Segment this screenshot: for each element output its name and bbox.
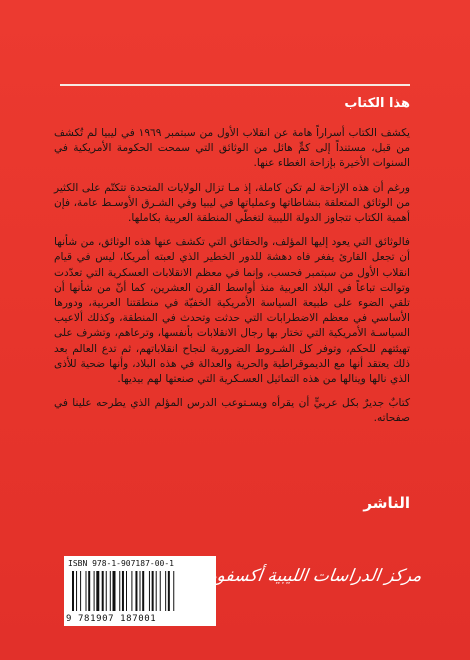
barcode-stripe (156, 571, 157, 611)
barcode-stripe (96, 571, 99, 611)
barcode-stripe (113, 571, 116, 611)
barcode-stripe (88, 571, 90, 611)
barcode-stripe (142, 571, 144, 611)
barcode-stripe (131, 571, 132, 611)
barcode-stripe (94, 571, 95, 611)
barcode-stripe (152, 571, 154, 611)
publisher-logo-text: مركز الدراسات الليبية أكسفورد (200, 566, 424, 586)
paragraph-1: يكشف الكتاب أسراراً هامة عن انقلاب الأول من سبتمبر ١٩٦٩ في ليبيا لم تُكشف من قبل، مستنداً إلى كمٍّ هائل من الوثائق التي سمحت الحكومة الأمريكية في السنوات الأخيرة بإزاحة الغطاء عنها. (54, 127, 410, 170)
barcode-stripe (173, 571, 174, 611)
paragraph-4: كتابٌ جديرٌ بكل عربيٍّ أن يقرأه ويسـتوعب الدرس المؤلم الذي يطرحه علينا في صفحاته. (54, 397, 410, 425)
barcode-stripe (168, 571, 170, 611)
barcode-stripe (126, 571, 127, 611)
barcode-stripe (106, 571, 107, 611)
divider-rule (60, 84, 410, 86)
barcode-stripe (165, 571, 166, 611)
barcode-stripe (119, 571, 120, 611)
publisher-label: الناشر (363, 494, 410, 512)
barcode-stripe (76, 571, 77, 611)
barcode-stripe (149, 571, 150, 611)
barcode-stripe (135, 571, 137, 611)
isbn-text: ISBN 978-1-907187-00-1 (68, 559, 174, 568)
barcode-bars (70, 571, 210, 611)
description-text (54, 126, 410, 436)
barcode-stripe (72, 571, 74, 611)
barcode-stripe (110, 571, 111, 611)
paragraph-2: ورغم أن هذه الإزاحة لم تكن كاملة، إذ مـا تزال الولايات المتحدة تتكتّم على الكثير من الوثائق المتعلقة بنشاطاتها وعملياتها في ليبيا وفي الشـرق الأوسـط عامة، فإن أهمية الكتاب تتجاوز الدولة الليبية لتغطّي المنطقة العربية بكاملها. (54, 181, 410, 225)
barcode-stripe (80, 571, 81, 611)
barcode-number: 9 781907 187001 (66, 614, 157, 624)
barcode (64, 556, 216, 626)
barcode-stripe (160, 571, 161, 611)
barcode-stripe (140, 571, 141, 611)
section-heading: هذا الكتاب (344, 96, 410, 111)
paragraph-3: فالوثائق التي يعود إليها المؤلف، والحقائق التي تكشف عنها هذه الوثائق، من شأنها أن تجعل القارئ يفغر فاه دهشة للدور الخطير الذي لعبته أمريكا، ليس في قيام انقلاب الأول من سبتمبر فحسب، وإنما في معظم الانقلابات العسكرية التي تعدّدت وتوالت تباعاً في البلاد العربية منذ أواسط القرن العشرين، كما أنّ من شأنها أن تلقي الضوء على طبيعة السياسة الأمريكية الخفيّة في منطقتنا العربية، ودورها الأساسي في معظم الاضطرابات التي حدثت وتحدث في المنطقة، وكذلك ألاعيب السياسـة الأمريكية التي تختار بها رجال الانقلابات بأنفسها، وترعاهم، وتشرف على تهيئتهم للحكم، وتوفر كل الشـروط الضرورية لنجاح انقلاباتهم، ثم تدع العالم بعد ذلك يعتقد أنها مع الديموقراطية والحرية والعدالة في هذه البلاد، وأنها ضحية للأذى الذي نالها وينالها من هذه التماثيل العسـكرية التي صنعتها لهم بيديها. (54, 236, 410, 386)
barcode-stripe (86, 571, 87, 611)
barcode-stripe (102, 571, 104, 611)
publisher-logo (200, 562, 424, 622)
barcode-stripe (122, 571, 124, 611)
